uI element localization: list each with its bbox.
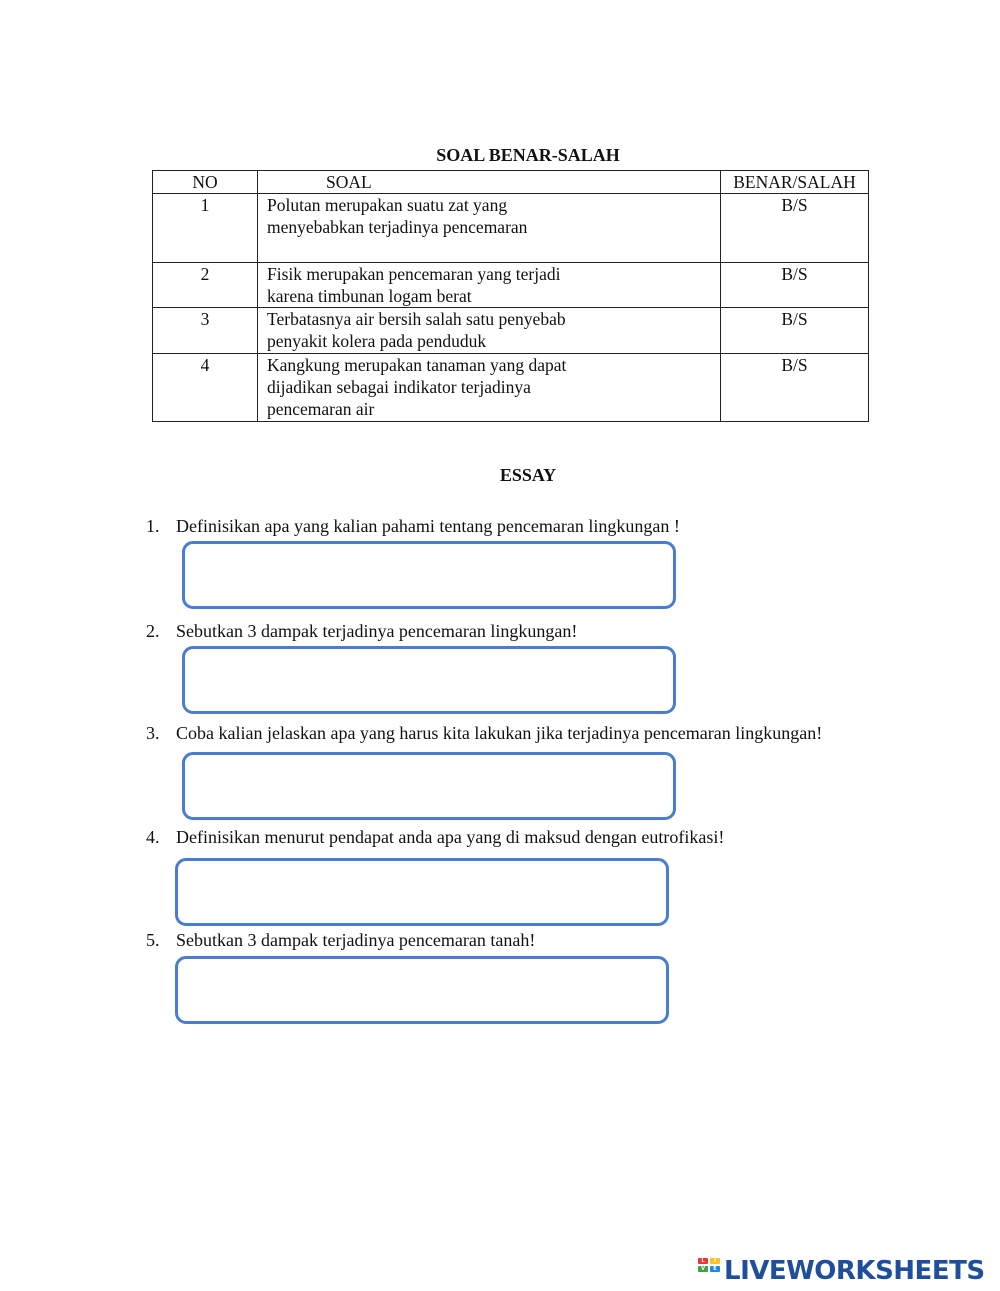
row-statement: [258, 308, 721, 354]
statement-line: pencemaran air: [267, 399, 375, 419]
row-number: 4: [153, 354, 258, 422]
statement-line: Terbatasnya air bersih salah satu penyebab: [267, 309, 566, 329]
essay-question-3: [146, 722, 822, 744]
question-number: 4.: [146, 827, 160, 847]
table-row: [153, 308, 869, 354]
row-statement: [258, 263, 721, 308]
liveworksheets-logo: [698, 1256, 985, 1286]
statement-line: Kangkung merupakan tanaman yang dapat: [267, 355, 567, 375]
question-number: 3.: [146, 723, 160, 743]
essay-question-4: [146, 826, 724, 848]
essay-question-2: [146, 620, 577, 642]
statement-line: Polutan merupakan suatu zat yang: [267, 195, 508, 215]
row-answer-bs[interactable]: B/S: [721, 308, 869, 354]
true-false-title: SOAL BENAR-SALAH: [436, 145, 620, 165]
header-benar-salah: BENAR/SALAH: [721, 171, 869, 194]
question-text: Sebutkan 3 dampak terjadinya pencemaran tanah!: [176, 930, 536, 950]
logo-mark-i: I: [710, 1258, 720, 1264]
statement-line: penyakit kolera pada penduduk: [267, 331, 487, 351]
statement-line: Fisik merupakan pencemaran yang terjadi: [267, 264, 561, 284]
row-answer-bs[interactable]: B/S: [721, 354, 869, 422]
answer-box-4[interactable]: [175, 858, 669, 926]
header-no: NO: [153, 171, 258, 194]
row-number: 3: [153, 308, 258, 354]
question-text: Coba kalian jelaskan apa yang harus kita lakukan jika terjadinya pencemaran lingkungan!: [176, 723, 823, 743]
essay-title: ESSAY: [499, 465, 557, 485]
table-row: [153, 354, 869, 422]
table-header-row: [153, 171, 869, 194]
question-text: Definisikan apa yang kalian pahami tentang pencemaran lingkungan !: [176, 516, 680, 536]
question-number: 2.: [146, 621, 160, 641]
table-row: [153, 194, 869, 263]
essay-question-1: [146, 515, 680, 537]
logo-mark-v: V: [698, 1266, 708, 1272]
logo-text: LIVEWORKSHEETS: [724, 1256, 985, 1286]
statement-line: dijadikan sebagai indikator terjadinya: [267, 377, 531, 397]
row-number: 1: [153, 194, 258, 263]
true-false-table: [152, 170, 869, 422]
row-answer-bs[interactable]: B/S: [721, 263, 869, 308]
question-text: Sebutkan 3 dampak terjadinya pencemaran lingkungan!: [176, 621, 578, 641]
question-number: 1.: [146, 516, 160, 536]
answer-box-2[interactable]: [182, 646, 676, 714]
logo-mark-e: E: [710, 1266, 720, 1272]
question-text: Definisikan menurut pendapat anda apa yang di maksud dengan eutrofikasi!: [176, 827, 725, 847]
statement-line: menyebabkan terjadinya pencemaran: [267, 217, 528, 237]
row-statement: [258, 354, 721, 422]
statement-line: karena timbunan logam berat: [267, 286, 472, 306]
table-row: [153, 263, 869, 308]
essay-question-5: [146, 929, 535, 951]
row-answer-bs[interactable]: B/S: [721, 194, 869, 263]
liveworksheets-logo-icon: [698, 1258, 722, 1284]
question-number: 5.: [146, 930, 160, 950]
row-number: 2: [153, 263, 258, 308]
answer-box-5[interactable]: [175, 956, 669, 1024]
logo-mark-l: L: [698, 1258, 708, 1264]
answer-box-3[interactable]: [182, 752, 676, 820]
header-soal: SOAL: [258, 171, 721, 194]
row-statement: [258, 194, 721, 263]
answer-box-1[interactable]: [182, 541, 676, 609]
